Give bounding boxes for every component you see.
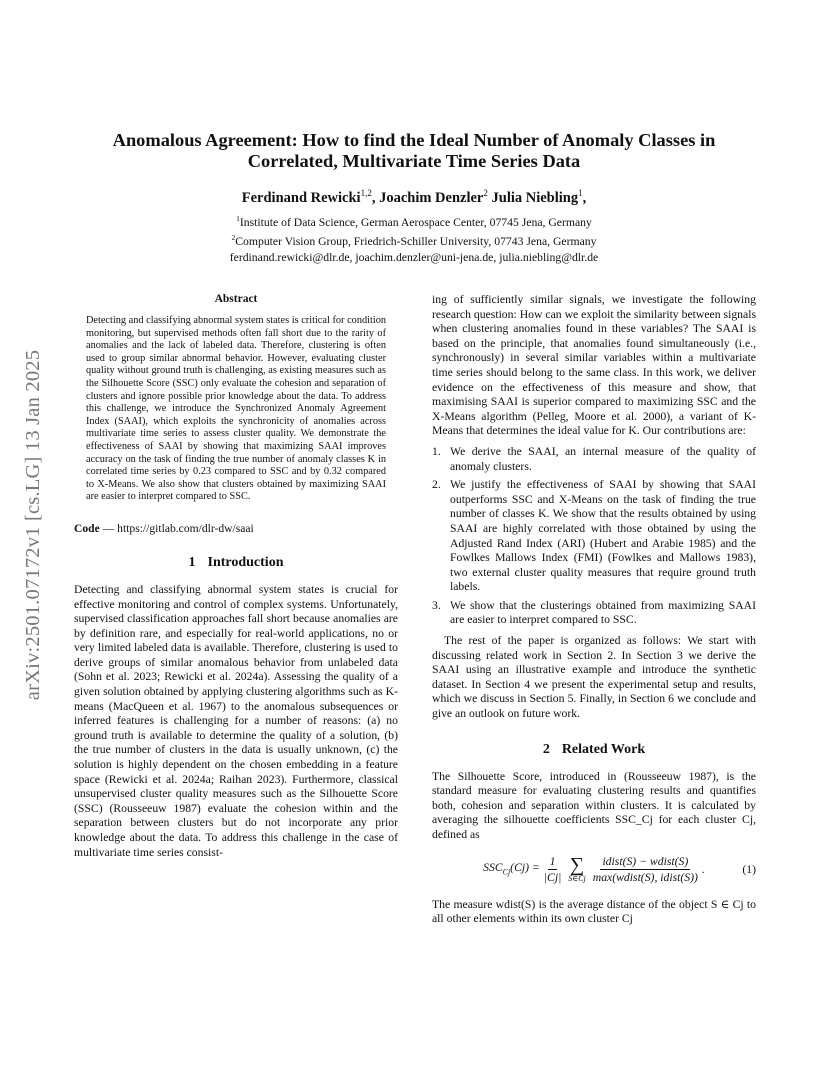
author-sep: , <box>371 189 380 206</box>
abstract-body: Detecting and classifying abnormal system states is critical for condition monitoring, but supervised methods often fall short due to the rarity of anomalies and the lack of labeled data. Therefore, clustering is often used to group similar abnormal behavior. However, evaluating cluster quality without ground truth is challenging, as existing measures such as the Silhouette Score (SSC) only evaluate the cohesion and separation of clusters and ignore possible prior knowledge about the data. To address this challenge, we introduce the Synchronized Anomaly Agreement Index (SAAI), which exploits the synchronicity of anomalies across multivariate time series to assess cluster quality. We demonstrate the effectiveness of SAAI by showing that maximizing SAAI improves accuracy on the task of finding the true number of anomaly classes K in correlated time series by 0.23 compared to SSC and by 0.32 compared to X-Means. We also show that clusters obtained by maximizing SAAI are easier to interpret compared to SSC. <box>86 315 386 503</box>
contribution-text: We show that the clusterings obtained from maximizing SAAI are easier to interpret compared to SSC. <box>450 598 756 627</box>
sum-symbol <box>568 853 586 883</box>
contribution-item <box>432 599 756 628</box>
author-affil-sup: 2 <box>483 188 488 198</box>
section-title: Related Work <box>561 741 646 757</box>
list-marker: 1. <box>432 444 441 458</box>
abstract-heading: Abstract <box>214 293 258 305</box>
contribution-text: We derive the SAAI, an internal measure of the quality of anomaly clusters. <box>450 444 756 473</box>
code-line <box>74 522 398 535</box>
arxiv-id[interactable]: arXiv:2501.07172v1 [cs.LG] 13 Jan 2025 <box>22 349 44 701</box>
silhouette-equation <box>432 855 756 884</box>
equation-number: (1) <box>742 862 756 876</box>
affiliations <box>70 211 758 265</box>
related-paragraph: The Silhouette Score, introduced in (Rousseeuw 1987), is the standard measure for evaluating clustering results and quantifies both, cohesion and separation within clusters. It is calculated by averaging the silhouette coefficients SSC_Cj for each cluster Cj, defined as <box>432 769 756 841</box>
author-affil-sup: 1 <box>578 188 583 198</box>
contribution-list <box>432 445 756 628</box>
email-line[interactable]: ferdinand.rewicki@dlr.de, joachim.denzler@uni-jena.de, julia.niebling@dlr.de <box>229 250 599 264</box>
section-number: 2 <box>542 741 550 757</box>
author-name: Ferdinand Rewicki <box>241 189 361 206</box>
code-link[interactable]: https://gitlab.com/dlr-dw/saai <box>117 521 254 535</box>
contribution-item <box>432 478 756 595</box>
affil-sup: 2 <box>231 233 236 243</box>
sum-glyph: ∑ <box>569 853 585 876</box>
affil-text: Institute of Data Science, German Aerospace Center, 07745 Jena, Germany <box>239 215 592 229</box>
section-heading-introduction <box>74 555 398 571</box>
list-marker: 3. <box>432 598 441 612</box>
author-name: Joachim Denzler <box>379 189 484 206</box>
arxiv-stamp <box>22 290 52 760</box>
paper-title: Anomalous Agreement: How to find the Ideal Number of Anomaly Classes in Correlated, Multivariate Time Series Data <box>112 130 716 171</box>
intro-paragraph: Detecting and classifying abnormal system states is crucial for effective monitoring and control of complex systems. Unfortunately, supervised classification approaches fall short because anomalies are by definition rare, and especially for real-world applications, no or very limited labeled data is available. Therefore, clustering is used to derive groups of similar anomalous behavior from unlabeled data (Sohn et al. 2023; Rewicki et al. 2024a). Assessing the quality of a given solution obtained by applying clustering algorithms such as K-means (MacQueen et al. 1967) to the anomalous subsequences or inferred features is challenging for a number of reasons: (a) no ground truth is available to determine the quality of a solution, (b) the true number of clusters in the data is usually unknown, (c) the solution is highly dependent on the chosen embedding in a feature space (Rewicki et al. 2024a; Raihan 2023). Furthermore, classical unsupervised cluster quality measures such as the Silhouette Score (SSC) (Rousseeuw 1987) evaluate the cohesion within and the separation between clusters but do not incorporate any prior knowledge about the data. To address this challenge in the case of multivariate time series consist- <box>74 582 398 859</box>
author-name: Julia Niebling <box>491 189 579 206</box>
outline-paragraph: The rest of the paper is organized as follows: We start with discussing related work in Section 2. In Section 3 we derive the SAAI using an illustrative example and introduce the synthetic dataset. In Section 4 we present the experimental setup and results, which we discuss in Section 5. Finally, in Section 6 we conclude and give an outlook on future work. <box>432 634 756 721</box>
affiliation-line <box>70 211 758 230</box>
code-label: Code <box>74 521 100 535</box>
eq-lhs-arg: (Cj) = <box>510 861 540 875</box>
affiliation-line <box>70 230 758 249</box>
right-column <box>432 293 756 927</box>
contribution-item <box>432 445 756 474</box>
contribution-text: We justify the effectiveness of SAAI by showing that SAAI outperforms SSC and X-Means on the task of finding the true number of classes K. We show that the results obtained by using SAAI are highly correlated with those obtained by using the Adjusted Rand Index (ARI) (Hubert and Arabie 1985) and the Fowlkes Mallows Index (FMI) (Fowlkes and Mallows 1983), two external cluster quality measures that require ground truth labels. <box>450 478 756 594</box>
eq-fraction <box>544 855 561 884</box>
sum-subscript: S∈Cj <box>568 873 586 883</box>
section-title: Introduction <box>207 554 284 570</box>
section-heading-related-work <box>432 742 756 758</box>
section-number: 1 <box>188 554 196 570</box>
author-list <box>70 188 758 207</box>
eq-fraction <box>593 855 698 884</box>
eq-denominator: max(wdist(S), idist(S)) <box>592 870 698 884</box>
left-column <box>74 293 398 860</box>
eq-lhs-sub: Cj <box>502 867 511 877</box>
code-sep: — <box>99 521 118 535</box>
author-sep: , <box>582 189 587 206</box>
measure-paragraph: The measure wdist(S) is the average distance of the object S ∈ Cj to all other elements within its own cluster Cj <box>432 897 756 926</box>
eq-denominator: |Cj| <box>543 870 562 884</box>
affil-sup: 1 <box>236 214 240 223</box>
eq-trail: . <box>701 862 705 876</box>
list-marker: 2. <box>432 478 441 492</box>
affil-text: Computer Vision Group, Friedrich-Schiller University, 07743 Jena, Germany <box>235 235 597 249</box>
eq-lhs <box>483 861 540 876</box>
eq-lhs-symbol: SSC <box>483 861 503 875</box>
author-affil-sup: 1,2 <box>360 188 372 198</box>
eq-numerator: idist(S) − wdist(S) <box>602 854 689 868</box>
intro-continuation: ing of sufficiently similar signals, we investigate the following research question: How can we exploit the similarity between signals when clustering anomalies found in these variables? The SAAI is based on the principle, that anomalies found simultaneously (i.e., synchronously) in several similar variables within a multivariate time series should belong to the same class. In this work, we deliver evidence on the effectiveness of this measure and show, that maximising SAAI is superior compared to maximizing SSC and the X-Means algorithm (Pelleg, Moore et al. 2000), a variant of K-Means that determines the ideal value for K. Our contributions are: <box>432 293 756 438</box>
eq-numerator: 1 <box>549 854 556 868</box>
